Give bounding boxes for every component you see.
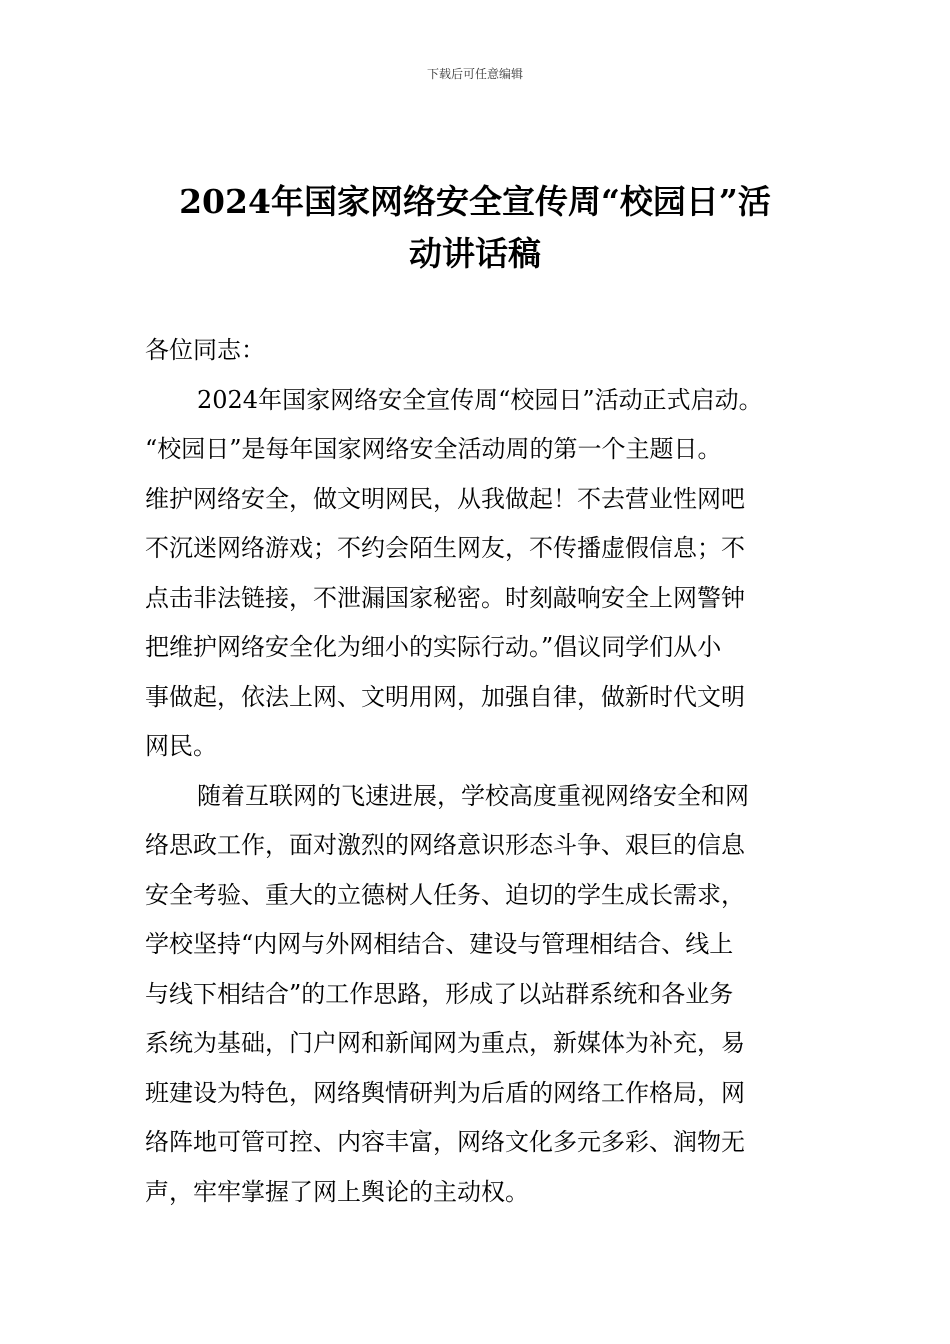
paragraph-line: 络阵地可管可控、内容丰富，网络文化多元多彩、润物无 (145, 1128, 745, 1156)
paragraph-line: 把维护网络安全化为细小的实际行动。”倡议同学们从小 (145, 633, 722, 661)
paragraph-line: 不沉迷网络游戏；不约会陌生网友，不传播虚假信息；不 (145, 534, 745, 562)
paragraph-line: 安全考验、重大的立德树人任务、迫切的学生成长需求， (145, 880, 745, 909)
paragraph-line: 系统为基础，门户网和新闻网为重点，新媒体为补充，易 (145, 1029, 745, 1057)
paragraph-line: 事做起，依法上网、文明用网，加强自律，做新时代文明 (145, 682, 745, 711)
salutation: 各位同志： (145, 336, 265, 364)
title-line: 2024年国家网络安全宣传周“校园日”活 (179, 182, 771, 221)
document-title (140, 176, 810, 280)
paragraph-line: 与线下相结合”的工作思路，形成了以站群系统和各业务 (145, 979, 734, 1008)
title-line: 动讲话稿 (409, 234, 541, 273)
paragraph-2 (145, 772, 815, 1218)
paragraph-line: 随着互联网的飞速进展，学校高度重视网络安全和网 (197, 781, 749, 810)
paragraph-line: 点击非法链接，不泄漏国家秘密。时刻敲响安全上网警钟 (145, 583, 745, 612)
paragraph-line: “校园日”是每年国家网络安全活动周的第一个主题日。 (145, 435, 722, 463)
paragraph-line: 2024年国家网络安全宣传周“校园日”活动正式启动。 (197, 385, 763, 414)
document-body (145, 326, 815, 1217)
paragraph-line: 声，牢牢掌握了网上舆论的主动权。 (145, 1177, 529, 1206)
paragraph-line: 网民。 (145, 732, 217, 760)
paragraph-line: 络思政工作，面对激烈的网络意识形态斗争、艰巨的信息 (145, 831, 745, 859)
paragraph-line: 维护网络安全，做文明网民，从我做起！不去营业性网吧 (145, 484, 745, 513)
paragraph-line: 班建设为特色，网络舆情研判为后盾的网络工作格局，网 (145, 1078, 745, 1107)
paragraph-line: 学校坚持“内网与外网相结合、建设与管理相结合、线上 (145, 930, 734, 958)
header-note: 下载后可任意编辑 (426, 67, 523, 81)
paragraph-1 (145, 376, 815, 772)
